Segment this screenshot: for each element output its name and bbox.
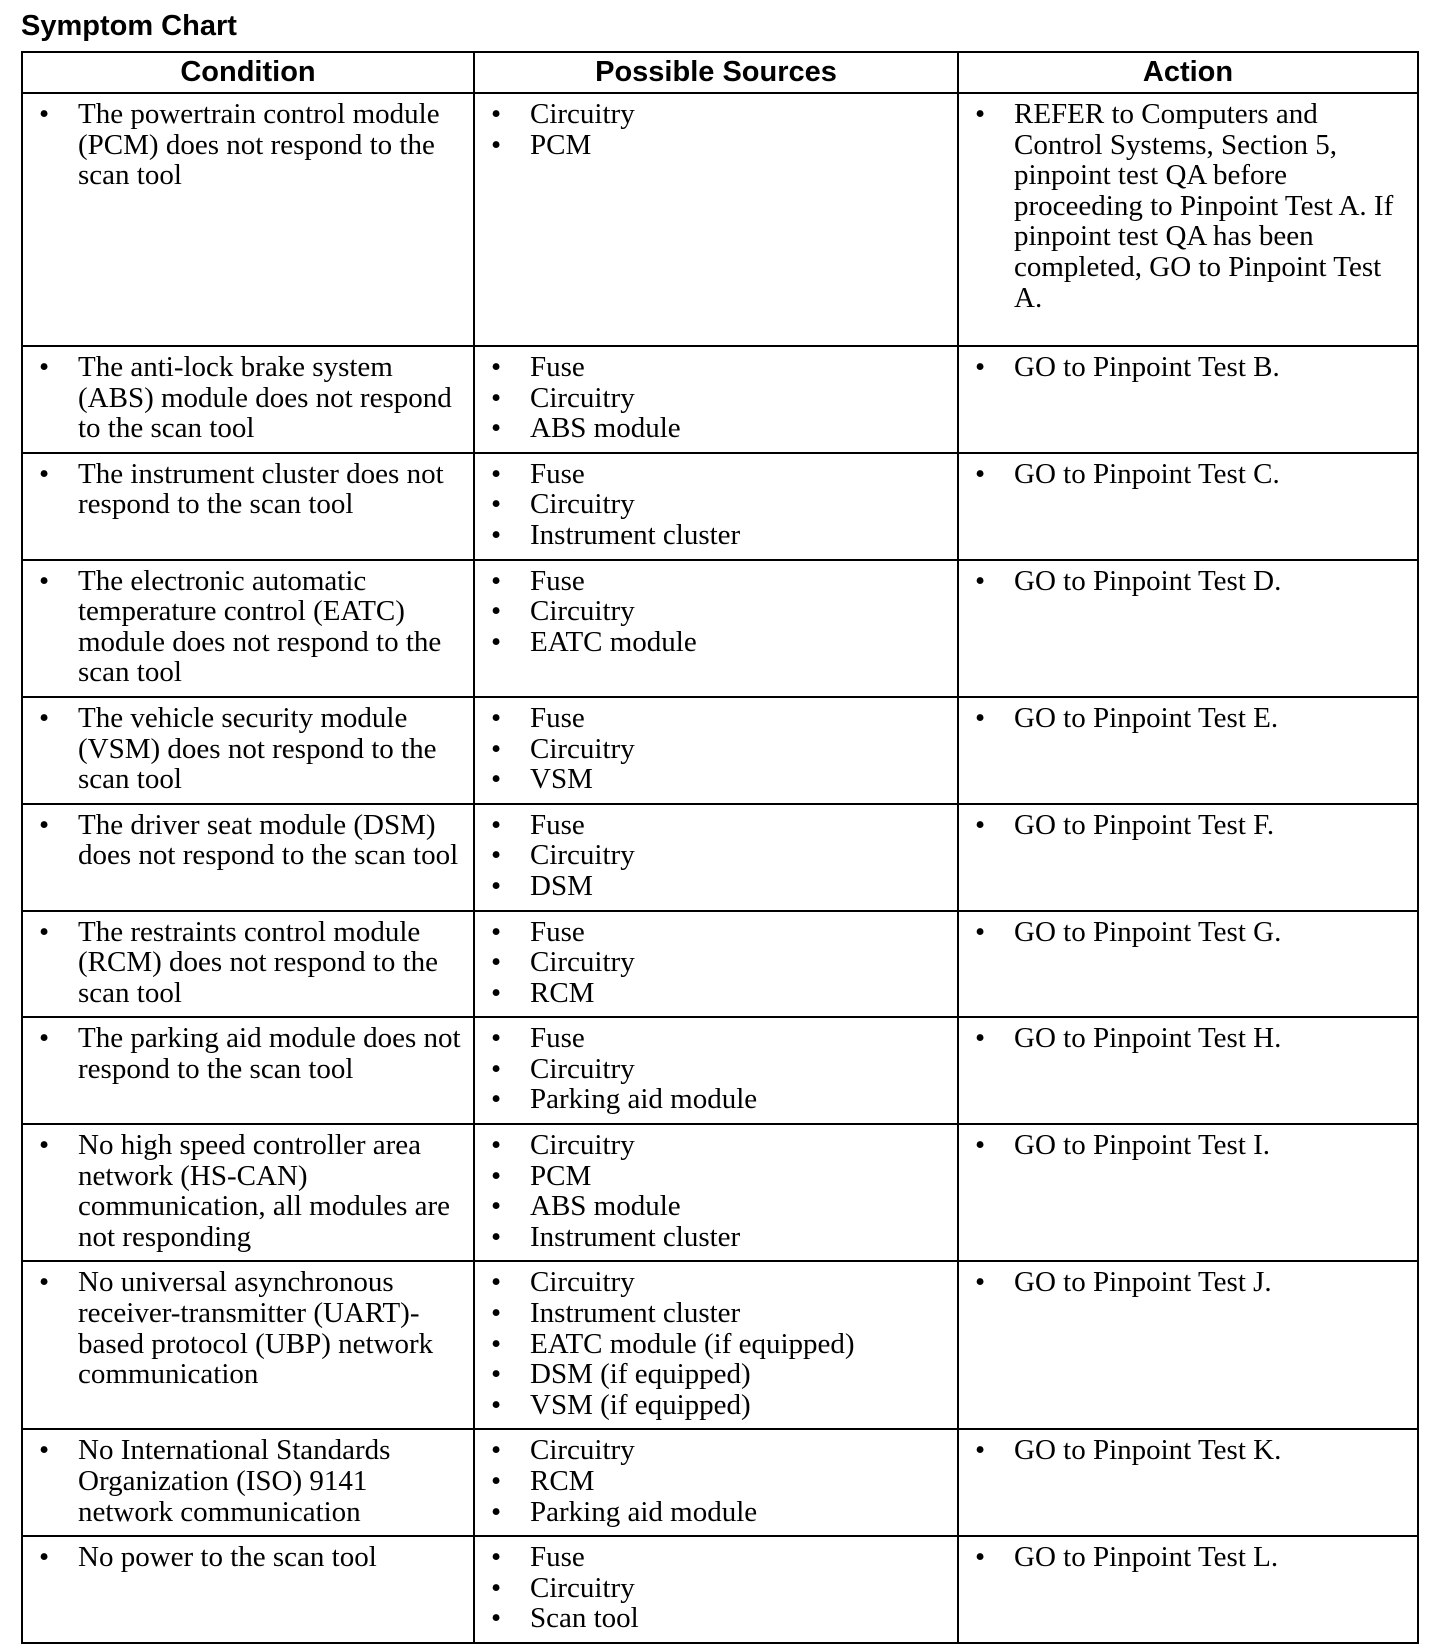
table-row [22, 1017, 1418, 1124]
source-item: • Instrument cluster [485, 1222, 947, 1253]
sources-cell [474, 697, 958, 804]
source-item: • VSM (if equipped) [485, 1390, 947, 1421]
action-text: • GO to Pinpoint Test I. [969, 1130, 1407, 1161]
sources-cell [474, 1536, 958, 1643]
source-item: • Parking aid module [485, 1084, 947, 1115]
sources-cell [474, 93, 958, 346]
source-item: • Circuitry [485, 99, 947, 130]
source-item: • Fuse [485, 917, 947, 948]
table-row [22, 1429, 1418, 1536]
action-cell [958, 1536, 1418, 1643]
sources-cell [474, 1261, 958, 1429]
action-cell [958, 93, 1418, 346]
condition-cell [22, 1124, 474, 1261]
condition-cell [22, 1429, 474, 1536]
table-row [22, 1124, 1418, 1261]
source-item: • Circuitry [485, 1573, 947, 1604]
action-cell [958, 1261, 1418, 1429]
sources-cell [474, 453, 958, 560]
source-item: • PCM [485, 1161, 947, 1192]
source-item: • Fuse [485, 703, 947, 734]
source-item: • Circuitry [485, 1054, 947, 1085]
sources-cell [474, 911, 958, 1018]
source-item: • Instrument cluster [485, 1298, 947, 1329]
source-item: • Fuse [485, 810, 947, 841]
source-item: • Instrument cluster [485, 520, 947, 551]
condition-cell [22, 560, 474, 697]
condition-text: • The instrument cluster does not respond to the scan tool [33, 459, 463, 520]
action-cell [958, 560, 1418, 697]
table-row [22, 93, 1418, 346]
action-text: • GO to Pinpoint Test E. [969, 703, 1407, 734]
action-cell [958, 697, 1418, 804]
condition-cell [22, 346, 474, 453]
condition-text: • No power to the scan tool [33, 1542, 463, 1573]
action-cell [958, 911, 1418, 1018]
condition-cell [22, 453, 474, 560]
condition-text: • The powertrain control module (PCM) does not respond to the scan tool [33, 99, 463, 191]
condition-cell [22, 1017, 474, 1124]
condition-cell [22, 93, 474, 346]
source-item: • Circuitry [485, 734, 947, 765]
sources-cell [474, 1124, 958, 1261]
sources-cell [474, 1017, 958, 1124]
source-item: • VSM [485, 764, 947, 795]
action-text: • GO to Pinpoint Test G. [969, 917, 1407, 948]
condition-cell [22, 697, 474, 804]
action-cell [958, 346, 1418, 453]
sources-cell [474, 560, 958, 697]
source-item: • Circuitry [485, 383, 947, 414]
page-title: Symptom Chart [21, 10, 237, 42]
source-item: • Fuse [485, 352, 947, 383]
source-item: • RCM [485, 978, 947, 1009]
condition-cell [22, 911, 474, 1018]
condition-text: • The parking aid module does not respond to the scan tool [33, 1023, 463, 1084]
sources-cell [474, 346, 958, 453]
condition-text: • The electronic automatic temperature control (EATC) module does not respond to the scan tool [33, 566, 463, 688]
action-text: • GO to Pinpoint Test L. [969, 1542, 1407, 1573]
column-header-condition: Condition [22, 52, 474, 93]
condition-text: • The anti-lock brake system (ABS) module does not respond to the scan tool [33, 352, 463, 444]
condition-text: • The vehicle security module (VSM) does not respond to the scan tool [33, 703, 463, 795]
source-item: • Scan tool [485, 1603, 947, 1634]
table-row [22, 804, 1418, 911]
source-item: • Circuitry [485, 489, 947, 520]
source-item: • Circuitry [485, 840, 947, 871]
source-item: • Fuse [485, 1542, 947, 1573]
action-cell [958, 1429, 1418, 1536]
table-row [22, 453, 1418, 560]
condition-text: • No International Standards Organization (ISO) 9141 network communication [33, 1435, 463, 1527]
condition-text: • The driver seat module (DSM) does not respond to the scan tool [33, 810, 463, 871]
action-cell [958, 1017, 1418, 1124]
source-item: • Fuse [485, 1023, 947, 1054]
condition-text: • The restraints control module (RCM) does not respond to the scan tool [33, 917, 463, 1009]
table-header-row [22, 52, 1418, 93]
column-header-possible-sources: Possible Sources [474, 52, 958, 93]
source-item: • EATC module [485, 627, 947, 658]
action-text: • GO to Pinpoint Test F. [969, 810, 1407, 841]
source-item: • ABS module [485, 1191, 947, 1222]
action-cell [958, 804, 1418, 911]
condition-cell [22, 1261, 474, 1429]
source-item: • Circuitry [485, 947, 947, 978]
source-item: • DSM (if equipped) [485, 1359, 947, 1390]
action-text: • GO to Pinpoint Test C. [969, 459, 1407, 490]
source-item: • Fuse [485, 566, 947, 597]
source-item: • Circuitry [485, 596, 947, 627]
action-text: • GO to Pinpoint Test J. [969, 1267, 1407, 1298]
table-row [22, 560, 1418, 697]
action-text: • GO to Pinpoint Test H. [969, 1023, 1407, 1054]
table-row [22, 697, 1418, 804]
action-cell [958, 1124, 1418, 1261]
sources-cell [474, 804, 958, 911]
action-text: • GO to Pinpoint Test D. [969, 566, 1407, 597]
source-item: • DSM [485, 871, 947, 902]
condition-text: • No universal asynchronous receiver-transmitter (UART)-based protocol (UBP) network communication [33, 1267, 463, 1389]
symptom-chart-table [21, 51, 1419, 1644]
action-text: • REFER to Computers and Control Systems, Section 5, pinpoint test QA before proceeding to Pinpoint Test A. If pinpoint test QA has been completed, GO to Pinpoint Test A. [969, 99, 1407, 313]
source-item: • PCM [485, 130, 947, 161]
column-header-action: Action [958, 52, 1418, 93]
condition-text: • No high speed controller area network (HS-CAN) communication, all modules are not responding [33, 1130, 463, 1252]
table-row [22, 346, 1418, 453]
source-item: • Circuitry [485, 1435, 947, 1466]
source-item: • Parking aid module [485, 1497, 947, 1528]
source-item: • Circuitry [485, 1267, 947, 1298]
condition-cell [22, 804, 474, 911]
table-row [22, 911, 1418, 1018]
action-text: • GO to Pinpoint Test K. [969, 1435, 1407, 1466]
action-text: • GO to Pinpoint Test B. [969, 352, 1407, 383]
table-row [22, 1261, 1418, 1429]
source-item: • ABS module [485, 413, 947, 444]
source-item: • Circuitry [485, 1130, 947, 1161]
source-item: • RCM [485, 1466, 947, 1497]
sources-cell [474, 1429, 958, 1536]
source-item: • EATC module (if equipped) [485, 1329, 947, 1360]
table-row [22, 1536, 1418, 1643]
action-cell [958, 453, 1418, 560]
source-item: • Fuse [485, 459, 947, 490]
condition-cell [22, 1536, 474, 1643]
